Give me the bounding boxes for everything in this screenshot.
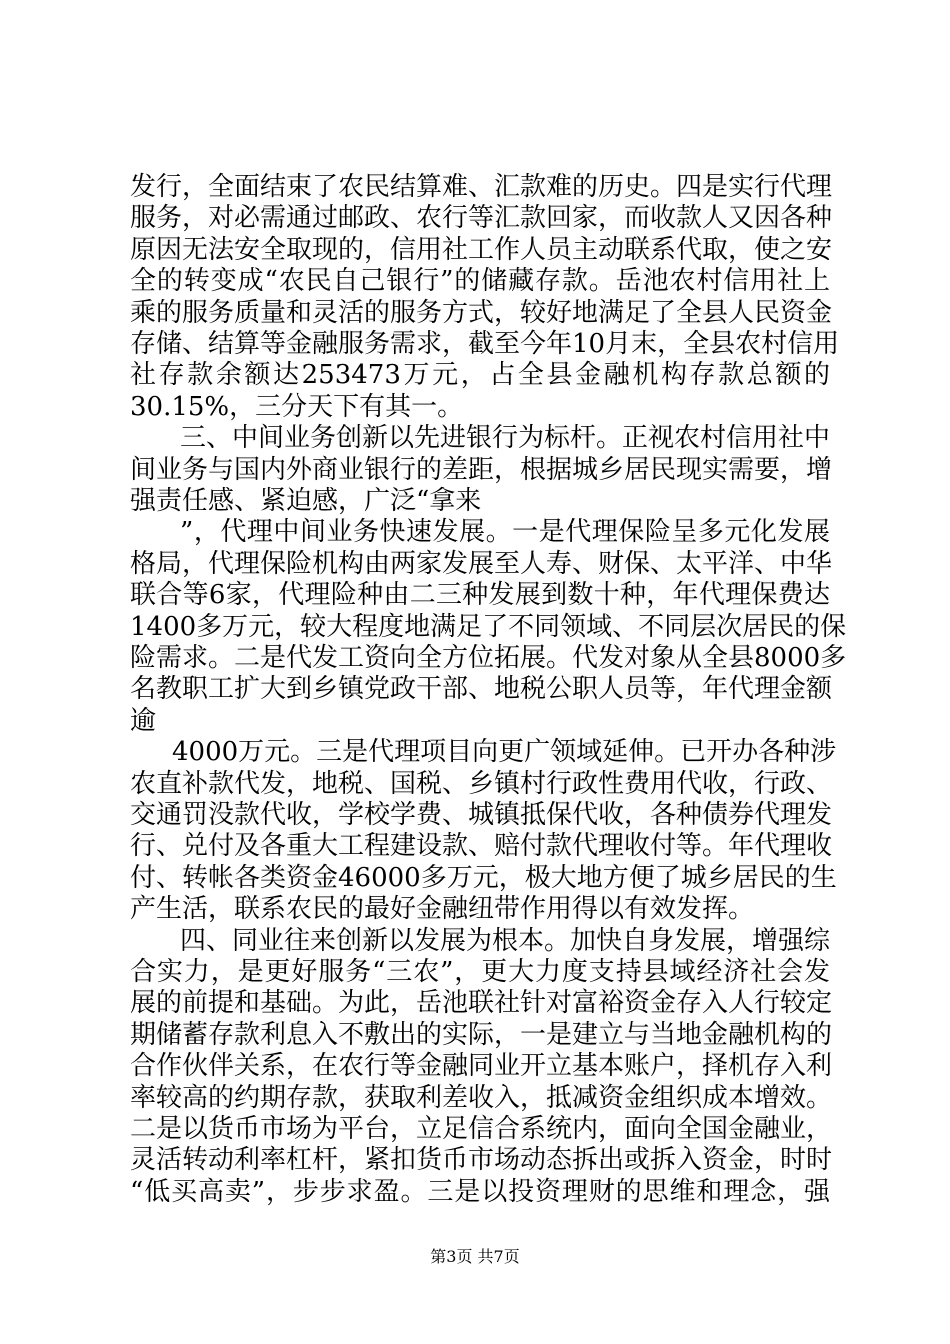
body-text-line: 产生活，联系农民的最好金融纽带作用得以有效发挥。: [130, 894, 755, 925]
body-text-line: 名教职工扩大到乡镇党政干部、地税公职人员等，年代理金额: [130, 674, 833, 705]
body-text-line: ”，代理中间业务快速发展。一是代理保险呈多元化发展: [180, 517, 830, 548]
body-text-line: 1400多万元，较大程度地满足了不同领域、不同层次居民的保: [130, 611, 847, 642]
body-text-line: 逾: [130, 705, 157, 736]
body-text-line: 合实力，是更好服务“三农”，更大力度支持县域经济社会发: [130, 957, 830, 987]
body-text-line: 险需求。二是代发工资向全方位拓展。代发对象从全县8000多: [130, 643, 847, 673]
body-text-line: 展的前提和基础。为此，岳池联社针对富裕资金存入人行较定: [130, 988, 833, 1019]
body-text-line: 灵活转动利率杠杆，紧扣货币市场动态拆出或拆入资金，时时: [130, 1145, 833, 1176]
body-text-line: 格局，代理保险机构由两家发展至人寿、财保、太平洋、中华: [130, 548, 833, 579]
body-text-line: 付、转帐各类资金46000多万元，极大地方便了城乡居民的生: [130, 862, 837, 893]
body-text-line: 率较高的约期存款，获取利差收入，抵减资金组织成本增效。: [130, 1082, 833, 1113]
body-text-line: 社存款余额达253473万元，占全县金融机构存款总额的: [130, 360, 830, 391]
body-text-line: 服务，对必需通过邮政、农行等汇款回家，而收款人又因各种: [130, 203, 833, 234]
body-text-line: 联合等6家，代理险种由二三种发展到数十种，年代理保费达: [130, 580, 830, 611]
body-text-line: 交通罚没款代收，学校学费、城镇抵保代收，各种债券代理发: [130, 800, 833, 830]
body-text-line: “低买高卖”，步步求盈。三是以投资理财的思维和理念，强: [130, 1176, 830, 1207]
body-text-line: 期储蓄存款利息入不敷出的实际，一是建立与当地金融机构的: [130, 1019, 833, 1050]
body-text-line: 行、兑付及各重大工程建设款、赔付款代理收付等。年代理收: [130, 831, 833, 862]
body-text-line: 4000万元。三是代理项目向更广领域延伸。已开办各种涉: [172, 737, 837, 768]
page-footer: 第3页 共7页: [430, 1247, 520, 1266]
body-text-line: 原因无法安全取现的，信用社工作人员主动联系代取，使之安: [130, 234, 833, 265]
body-text-line: 30.15%，三分天下有其一。: [130, 391, 464, 422]
body-text-line: 乘的服务质量和灵活的服务方式，较好地满足了全县人民资金: [130, 297, 833, 328]
body-text-line: 存储、结算等金融服务需求，截至今年10月末，全县农村信用: [130, 329, 840, 359]
body-text-line: 强责任感、紧迫感，广泛“拿来: [130, 486, 482, 516]
body-text-line: 四、同业往来创新以发展为根本。加快自身发展，增强综: [180, 925, 831, 956]
body-text-line: 合作伙伴关系，在农行等金融同业开立基本账户，择机存入利: [130, 1051, 833, 1082]
body-text-line: 农直补款代发，地税、国税、乡镇村行政性费用代收，行政、: [130, 768, 833, 799]
body-text-line: 三、中间业务创新以先进银行为标杆。正视农村信用社中: [180, 423, 831, 454]
body-text-line: 全的转变成“农民自己银行”的储藏存款。岳池农村信用社上: [130, 266, 830, 297]
body-text-line: 发行，全面结束了农民结算难、汇款难的历史。四是实行代理: [130, 172, 833, 202]
body-text-line: 二是以货币市场为平台，立足信合系统内，面向全国金融业，: [130, 1114, 833, 1144]
body-text-line: 间业务与国内外商业银行的差距，根据城乡居民现实需要，增: [130, 454, 833, 485]
